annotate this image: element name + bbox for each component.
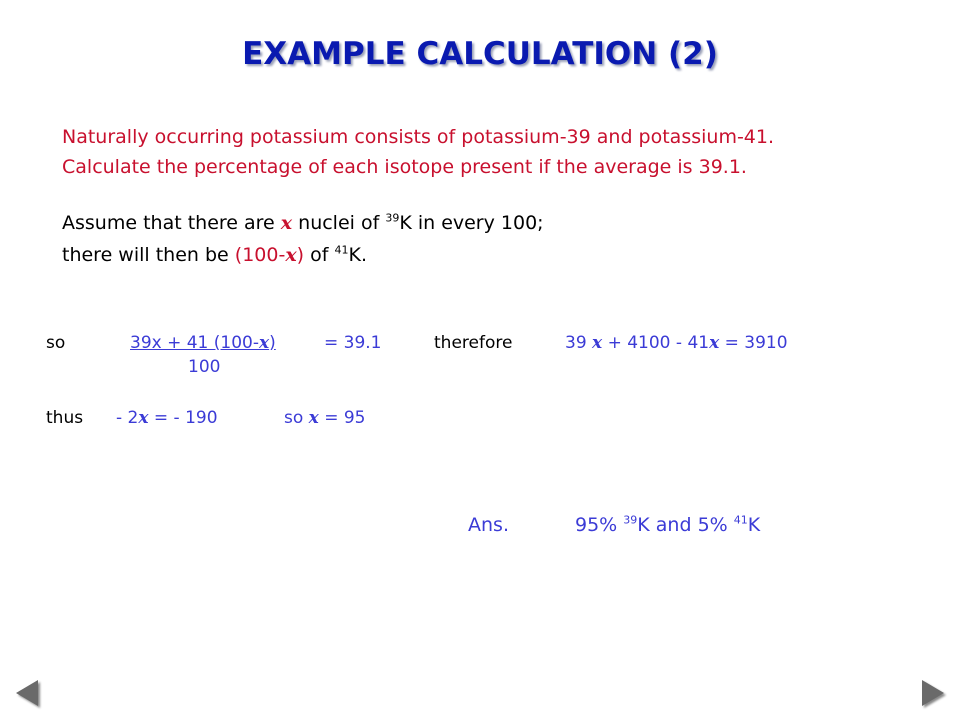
assumption-text: nuclei of [292,212,386,234]
triangle-right-icon[interactable] [922,680,944,706]
assumption-text: K in every 100; [399,212,544,234]
variable-x: x [709,333,720,353]
variable-x: x [259,333,270,353]
numerator [130,333,276,353]
so-label: so [284,408,304,428]
equation-text: = - 190 [148,408,218,428]
equation-text: = 3910 [719,333,788,353]
thus-label: thus [46,408,84,428]
variable-x: x [280,212,293,234]
answer-label: Ans. [468,514,509,536]
variable-x: x [138,408,149,428]
solution [284,408,366,428]
mass-number: 41 [733,513,748,527]
problem-line-2: Calculate the percentage of each isotope present if the average is 39.1. [62,156,747,178]
equation-text: + 4100 - 41 [602,333,710,353]
variable-x: x [285,244,297,266]
expression: (100- [234,244,286,266]
page-title: EXAMPLE CALCULATION (2) [242,36,718,72]
mass-number: 41 [334,243,349,257]
variable-x: x [308,408,319,428]
numerator-text: ) [269,333,276,353]
answer-text: K and 5% [637,514,734,536]
mass-number: 39 [385,211,400,225]
denominator: 100 [188,357,221,377]
so-label: so [46,333,66,353]
therefore-label: therefore [434,333,513,353]
answer-text: 95% [575,514,624,536]
simplified-equation [116,408,218,428]
variable-x: x [592,333,603,353]
problem-line-1: Naturally occurring potassium consists of potassium-39 and potassium-41. [62,126,775,148]
equals-value: = 39.1 [324,333,382,353]
mass-number: 39 [623,513,638,527]
answer-text: K [747,514,761,536]
equation-text: - 2 [116,408,139,428]
assumption-text: K. [348,244,367,266]
numerator-text: 39x + 41 (100- [130,333,259,353]
assumption-text: there will then be [62,244,235,266]
assumption-text: Assume that there are [62,212,281,234]
expression: ) [296,244,305,266]
triangle-left-icon[interactable] [16,680,38,706]
assumption-line-2 [62,244,367,266]
equation-text: 39 [565,333,593,353]
answer-value [575,514,760,536]
assumption-line-1 [62,212,544,234]
equation-text: = 95 [318,408,366,428]
assumption-text: of [304,244,335,266]
expanded-equation [565,333,788,353]
